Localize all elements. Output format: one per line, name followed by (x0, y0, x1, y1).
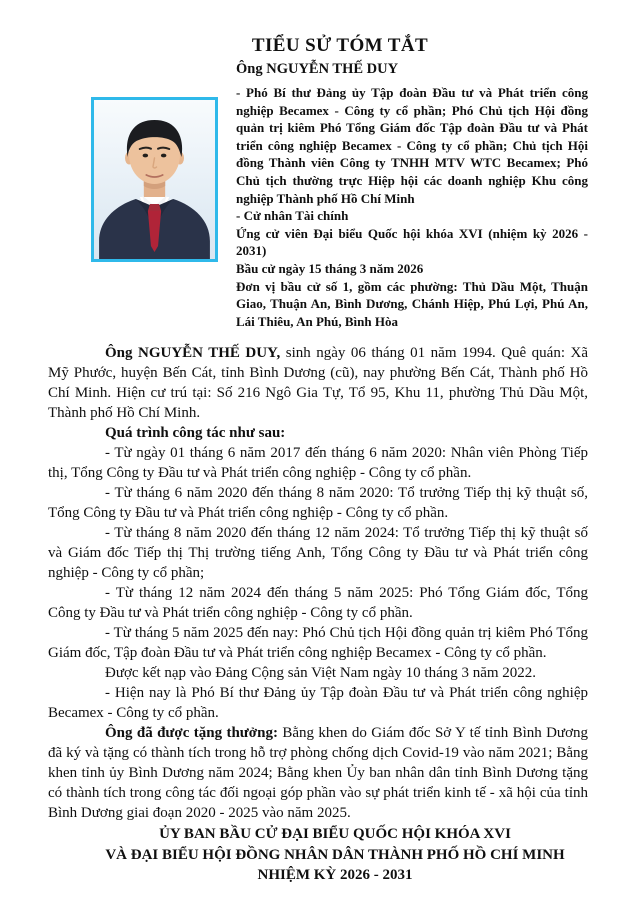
current-position: - Hiện nay là Phó Bí thư Đảng ủy Tập đoàn Đầu tư và Phát triển công nghiệp Becamex - Công ty cổ phần. (48, 685, 588, 721)
career-item: - Từ ngày 01 tháng 6 năm 2017 đến tháng 6 năm 2020: Nhân viên Phòng Tiếp thị, Tổng Công ty Đầu tư và Phát triển công nghiệp - Công ty cổ phần. (48, 445, 588, 481)
biography-body (48, 343, 588, 886)
education-line: - Cử nhân Tài chính (236, 208, 349, 224)
career-item: - Từ tháng 6 năm 2020 đến tháng 8 năm 2020: Tổ trưởng Tiếp thị kỹ thuật số, Tổng Công ty Đầu tư và Phát triển công nghiệp - Công ty cổ phần. (48, 485, 588, 521)
portrait-illustration (94, 100, 215, 259)
candidate-photo (91, 97, 218, 262)
footer-line-2: VÀ ĐẠI BIỂU HỘI ĐỒNG NHÂN DÂN THÀNH PHỐ HỒ CHÍ MINH (105, 846, 565, 863)
constituency-line: Đơn vị bầu cử số 1, gồm các phường: Thủ Dầu Một, Thuận Giao, Thuận An, Bình Dương, Chánh Hiệp, Phú Lợi, Phú An, Lái Thiêu, An Phú, Bình Hòa (236, 278, 588, 329)
bio-intro (48, 343, 588, 423)
footer-committee (48, 824, 588, 886)
career-item: - Từ tháng 12 năm 2024 đến tháng 5 năm 2025: Phó Tổng Giám đốc, Tổng Công ty Đầu tư và Phát triển công nghiệp - Công ty cổ phần. (48, 585, 588, 621)
election-date-line: Bầu cử ngày 15 tháng 3 năm 2026 (236, 260, 424, 276)
bio-intro-name: Ông NGUYỄN THẾ DUY, (105, 345, 281, 361)
career-heading: Quá trình công tác như sau: (105, 425, 286, 441)
position-summary: - Phó Bí thư Đảng ủy Tập đoàn Đầu tư và Phát triển công nghiệp Becamex - Công ty cổ phần; Phó Chủ tịch Hội đồng quản trị kiêm Phó Tổng Giám đốc Tập đoàn Đầu tư và Phát triển công nghiệp Becamex - Công ty cổ phần; Chủ tịch Hội đồng Thành viên Công ty TNHH MTV WTC Becamex; Phó Chủ tịch thường trực Hiệp hội các doanh nghiệp Khu công nghiệp Thành phố Hồ Chí Minh (236, 85, 588, 206)
candidacy-line: Ứng cử viên Đại biểu Quốc hội khóa XVI (nhiệm kỳ 2026 - 2031) (236, 225, 588, 259)
career-item: - Từ tháng 8 năm 2020 đến tháng 12 năm 2024: Tổ trưởng Tiếp thị kỹ thuật số và Giám đốc Tiếp thị Thị trường tiếng Anh, Tổng Công ty Đầu tư và Phát triển công nghiệp - Công ty cổ phần; (48, 525, 588, 581)
candidate-name: Ông NGUYỄN THẾ DUY (236, 61, 399, 77)
awards-label: Ông đã được tặng thưởng: (105, 725, 278, 741)
awards-paragraph (48, 723, 588, 823)
career-item: - Từ tháng 5 năm 2025 đến nay: Phó Chủ tịch Hội đồng quản trị kiêm Phó Tổng Giám đốc, Tập đoàn Đầu tư và Phát triển công nghiệp Becamex - Công ty cổ phần. (48, 625, 588, 661)
footer-line-3: NHIỆM KỲ 2026 - 2031 (257, 867, 413, 883)
awards-text: Bằng khen do Giám đốc Sở Y tế tỉnh Bình Dương đã ký và tặng có thành tích trong hỗ trợ phòng chống dịch Covid-19 vào năm 2021; Bằng khen tỉnh ủy Bình Dương năm 2024; Bằng khen Ủy ban nhân dân tỉnh Bình Dương tặng có thành tích trong công tác đối ngoại góp phần vào sự phát triển kinh tế - xã hội của tỉnh Bình Dương giai đoạn 2020 - 2025 vào năm 2025. (48, 725, 588, 821)
document-title: TIỂU SỬ TÓM TẮT (251, 35, 429, 56)
profile-summary (236, 84, 588, 330)
party-admission: Được kết nạp vào Đảng Cộng sản Việt Nam ngày 10 tháng 3 năm 2022. (105, 665, 537, 681)
bio-intro-text: sinh ngày 06 tháng 01 năm 1994. Quê quán: Xã Mỹ Phước, huyện Bến Cát, tỉnh Bình Dương (cũ), nay phường Bến Cát, Thành phố Hồ Chí Minh. Hiện cư trú tại: Số 216 Ngô Gia Tự, Tổ 95, Khu 11, phường Thủ Dầu Một, Thành phố Hồ Chí Minh. (48, 345, 588, 421)
footer-line-1: ỦY BAN BẦU CỬ ĐẠI BIỂU QUỐC HỘI KHÓA XVI (159, 826, 511, 842)
